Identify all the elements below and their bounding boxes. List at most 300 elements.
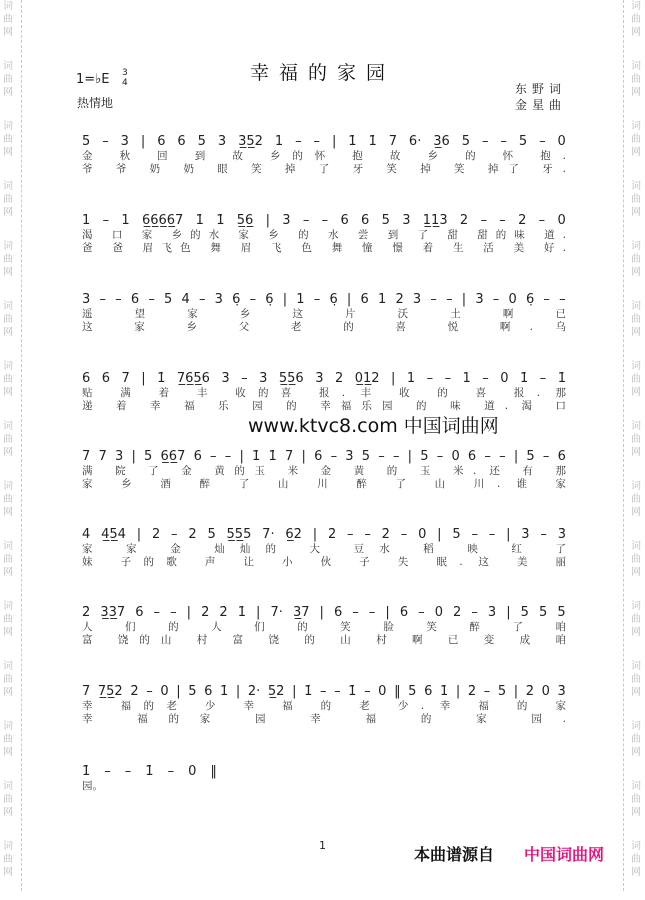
side-watermark-char: 词 (3, 301, 13, 312)
note: 1 (377, 292, 387, 307)
side-watermark-char: 曲 (3, 794, 13, 805)
note: 7 (285, 449, 294, 464)
side-watermark-char: 曲 (3, 194, 13, 205)
note: 1̇ (237, 605, 246, 620)
note: 3 (214, 292, 223, 307)
barline: | (319, 605, 324, 620)
note: 2̇· (247, 684, 261, 699)
side-watermark-char: 曲 (631, 734, 641, 745)
dashed-border-left (21, 0, 22, 891)
note: 0 (160, 684, 169, 699)
notes-row (82, 213, 566, 229)
note: 1̇ (520, 371, 529, 386)
note: 2̇ (82, 605, 91, 620)
lyrics-line-2: 富 饶的山 村 富 饶 的 山 村 啊 已 变 成 咱 (82, 634, 566, 646)
note: 7 (121, 371, 130, 386)
note: 6 (157, 134, 166, 149)
side-watermark-char: 网 (631, 147, 641, 158)
side-watermark-char: 词 (631, 481, 641, 492)
side-watermark-group (3, 60, 13, 99)
note: 6̲6̲7 (160, 449, 186, 464)
score-system (82, 764, 566, 793)
lyrics-line-1: 人 们 的 人 们 的 笑 脸 笑 醉 了 咱 (82, 621, 566, 633)
side-watermark-char: 网 (631, 567, 641, 578)
note: 3̲3̲7 (100, 605, 126, 620)
side-watermark-char: 曲 (3, 254, 13, 265)
side-watermark-group (3, 780, 13, 819)
side-watermark-char: 词 (631, 241, 641, 252)
side-watermark-group (3, 720, 13, 759)
note: 4̲5̲4 (101, 527, 126, 542)
note: 0 (541, 684, 550, 699)
side-watermark-group (631, 720, 641, 759)
note: 5 (188, 684, 197, 699)
note: 5 (539, 605, 548, 620)
note: 5 (452, 527, 461, 542)
note: – (364, 684, 371, 699)
note: – (499, 449, 506, 464)
side-watermark-group (3, 360, 13, 399)
barline: ‖ (210, 764, 217, 779)
barline: | (235, 684, 241, 699)
side-watermark-char: 词 (3, 181, 13, 192)
note: 1 (121, 213, 130, 228)
note: – (102, 134, 109, 149)
note: – (102, 213, 110, 228)
side-watermark-char: 网 (631, 627, 641, 638)
notes-row (82, 605, 566, 621)
note: 2 (151, 527, 161, 542)
barline: | (176, 684, 181, 699)
note: 3 (217, 134, 227, 149)
side-watermark-char: 词 (631, 421, 641, 432)
barline: | (331, 134, 337, 149)
source-site-link[interactable]: 中国词曲网 (524, 845, 605, 864)
side-watermark-char: 词 (3, 241, 13, 252)
note: – (319, 684, 327, 699)
lyrics-line-1: 幸 福的老 少 幸 福 的 老 少. 幸 福 的 家 (82, 700, 566, 712)
note: 2̇ (201, 605, 210, 620)
note: 0 (434, 605, 443, 620)
side-watermark-char: 词 (3, 541, 13, 552)
note: – (430, 292, 437, 307)
note: – (249, 292, 257, 307)
note: 1̇ (348, 684, 357, 699)
note: 2 (395, 292, 404, 307)
note: 5̲5̲5 (226, 527, 252, 542)
barline: | (312, 527, 318, 542)
note: 6 (204, 684, 213, 699)
note: 0 (508, 292, 517, 307)
composer-credit: 金星曲 (515, 98, 567, 112)
barline: | (141, 371, 146, 386)
note: – (488, 527, 496, 542)
note: 2̇ (381, 527, 390, 542)
note: 2̇ (219, 605, 228, 620)
barline: | (513, 449, 519, 464)
note: – (224, 449, 232, 464)
score-system (82, 527, 566, 569)
side-watermark-char: 词 (3, 601, 13, 612)
side-watermark-char: 网 (3, 387, 13, 398)
barline: | (513, 684, 519, 699)
note: 1 (274, 134, 284, 149)
note: – (378, 449, 385, 464)
note: – (540, 527, 547, 542)
note: – (99, 292, 106, 307)
side-watermark-char: 曲 (3, 854, 13, 865)
note: 3 (412, 292, 422, 307)
note: 7· (270, 605, 283, 620)
tempo-marking: 热情地 (77, 96, 114, 110)
note: 1̇ (557, 371, 566, 386)
side-watermark-char: 网 (3, 87, 13, 98)
lyrics-line-2: 妹 子的歌 声 让 小 伙 子 失 眠. 这 美 丽 (82, 556, 566, 568)
lyrics-line-2: 爸 爸 眉飞色 舞 眉 飞 色 舞 憧 憬 着 生 活 美 好. (82, 242, 566, 254)
note: – (481, 134, 489, 149)
note: – (543, 292, 550, 307)
note: 5 (526, 449, 535, 464)
side-watermark-group (631, 240, 641, 279)
side-watermark-char: 曲 (631, 494, 641, 505)
score-system (82, 449, 566, 491)
side-watermark-group (631, 780, 641, 819)
side-watermark-group (3, 600, 13, 639)
note: 5 (361, 449, 371, 464)
side-watermark-group (631, 360, 641, 399)
note: 5 (557, 605, 566, 620)
lyrics-line-1: 满 院 了 金 黄的玉 米 金 黄 的 玉 米. 还 有 那 (82, 465, 566, 477)
note: – (471, 605, 478, 620)
side-watermark-group (3, 420, 13, 459)
note: 6 (360, 292, 369, 307)
note: – (500, 134, 507, 149)
side-watermark-group (631, 420, 641, 459)
side-watermark-char: 网 (631, 807, 641, 818)
note: 6̣ (525, 292, 535, 307)
side-watermark-right (629, 0, 643, 900)
score-system (82, 605, 566, 647)
note: 6 (467, 449, 477, 464)
note: 6 (399, 605, 409, 620)
side-watermark-group (631, 180, 641, 219)
side-watermark-char: 网 (631, 267, 641, 278)
note: 3 (282, 213, 291, 228)
note: – (347, 527, 354, 542)
note: 5 (207, 527, 216, 542)
side-watermark-char: 曲 (3, 554, 13, 565)
note: 6 (333, 605, 343, 620)
note: – (313, 134, 320, 149)
lyricist-credit: 东野词 (515, 82, 567, 96)
dashed-border-right (623, 0, 624, 891)
note: – (124, 764, 132, 779)
lyrics-line-1: 遥 望 家 乡 这 片 沃 土 啊 已 (82, 308, 566, 320)
lyrics-line-2: 家 乡 酒 醉 了 山 川 醉 了 山 川. 谁 家 (82, 478, 566, 490)
side-watermark-char: 词 (631, 121, 641, 132)
note: 1̇ (216, 213, 225, 228)
note: 2 (518, 213, 527, 228)
song-title: 幸福的家园 (249, 62, 395, 84)
note: – (368, 605, 376, 620)
note: – (241, 371, 248, 386)
note: 2̇ (467, 684, 477, 699)
score-system (82, 213, 566, 255)
side-watermark-char: 词 (631, 181, 641, 192)
barline: | (140, 134, 146, 149)
note: 1̲1̲3 (422, 213, 448, 228)
note: 6· (408, 134, 422, 149)
side-watermark-char: 曲 (631, 254, 641, 265)
meter-bottom: 4 (122, 78, 128, 88)
barline: | (390, 371, 396, 386)
barline: | (437, 527, 442, 542)
note: 1̇ (348, 134, 357, 149)
barline: ‖ (394, 684, 401, 699)
note: 5 (381, 213, 390, 228)
note: 3̇ (557, 527, 566, 542)
side-watermark-char: 网 (3, 567, 13, 578)
note: – (499, 213, 506, 228)
side-watermark-char: 网 (3, 627, 13, 638)
side-watermark-char: 网 (631, 447, 641, 458)
side-watermark-char: 曲 (631, 314, 641, 325)
note: 6 (101, 371, 111, 386)
note: 5̲5̲6 (278, 371, 304, 386)
side-watermark-char: 曲 (631, 434, 641, 445)
note: 6 (82, 371, 91, 386)
note: – (446, 292, 453, 307)
note: 0 (451, 449, 460, 464)
barline: | (256, 605, 261, 620)
side-watermark-char: 词 (3, 361, 13, 372)
side-watermark-group (631, 540, 641, 579)
barline: | (506, 527, 511, 542)
side-watermark-char: 曲 (3, 434, 13, 445)
side-watermark-char: 网 (3, 507, 13, 518)
side-watermark-group (3, 120, 13, 159)
note: 4 (181, 292, 190, 307)
note: 5̲6̲ (236, 213, 254, 228)
barline: | (506, 605, 511, 620)
side-watermark-char: 网 (3, 207, 13, 218)
side-watermark-char: 曲 (631, 194, 641, 205)
lyrics-line-1: 家 家 金 灿灿的 大 豆水 稻 映 红 了 (82, 543, 566, 555)
note: 1 (406, 371, 416, 386)
note: 5 (144, 449, 153, 464)
side-watermark-char: 词 (631, 361, 641, 372)
note: 0 (557, 213, 566, 228)
side-watermark-char: 曲 (631, 854, 641, 865)
side-watermark-char: 词 (3, 1, 13, 12)
note: 3̇ (557, 684, 566, 699)
side-watermark-char: 曲 (631, 674, 641, 685)
side-watermark-char: 网 (631, 747, 641, 758)
note: – (418, 605, 425, 620)
side-watermark-char: 词 (3, 841, 13, 852)
side-watermark-char: 网 (3, 27, 13, 38)
barline: | (407, 449, 413, 464)
note: 3 (114, 449, 124, 464)
center-watermark: www.ktvc8.com 中国词曲网 (248, 415, 499, 437)
note: 6 (557, 449, 566, 464)
note: – (198, 292, 206, 307)
note: – (538, 213, 546, 228)
side-watermark-char: 网 (631, 87, 641, 98)
barline: | (461, 292, 467, 307)
lyrics-line-2: 爷 爷 奶 奶 眼 笑 掉 了 牙 笑 掉 笑 掉了 牙. (82, 163, 566, 175)
note: 6 (135, 605, 144, 620)
note: 2 (453, 605, 462, 620)
side-watermark-char: 曲 (3, 734, 13, 745)
side-watermark-char: 曲 (631, 794, 641, 805)
note: – (444, 371, 452, 386)
side-watermark-char: 网 (3, 807, 13, 818)
note: 0 (500, 371, 509, 386)
note: 3̲5̲2 (238, 134, 263, 149)
note: – (542, 449, 550, 464)
barline: | (346, 292, 352, 307)
side-watermark-char: 曲 (3, 74, 13, 85)
barline: | (455, 684, 461, 699)
note: – (313, 292, 321, 307)
notes-row (82, 371, 566, 387)
note: – (480, 213, 487, 228)
side-watermark-group (631, 840, 641, 879)
barline: | (186, 605, 192, 620)
note: 6 (193, 449, 202, 464)
meter-top: 3 (122, 68, 128, 78)
note: 7̲5̲2̇ (97, 684, 123, 699)
note: – (115, 292, 122, 307)
barline: | (265, 213, 270, 228)
note: 1̇ (82, 764, 91, 779)
side-watermark-char: 网 (631, 27, 641, 38)
note: 1̇ (368, 134, 377, 149)
note: 3 (475, 292, 484, 307)
side-watermark-char: 网 (631, 387, 641, 398)
side-watermark-char: 词 (631, 61, 641, 72)
note: – (171, 527, 178, 542)
lyrics-line-1: 渴 口 家 乡的水 家 乡 的 水 尝 到 了 甜 甜的味 道. (82, 229, 566, 241)
note: 2̇ (525, 684, 535, 699)
note: 6̣ (265, 292, 274, 307)
note: 3 (402, 213, 411, 228)
note: – (153, 605, 161, 620)
note: 5 (197, 134, 206, 149)
note: 0̲1̲2 (354, 371, 380, 386)
note: 7 (82, 684, 91, 699)
note: 3̇ (521, 527, 530, 542)
lyrics-line-1: 园。 (82, 780, 103, 792)
side-watermark-char: 曲 (3, 494, 13, 505)
score-system (82, 371, 566, 413)
note: 0 (188, 764, 197, 779)
note: 7 (98, 449, 107, 464)
note: – (295, 134, 302, 149)
side-watermark-char: 词 (3, 721, 13, 732)
note: – (539, 134, 546, 149)
side-watermark-char: 网 (3, 747, 13, 758)
barline: | (385, 605, 390, 620)
lyrics-line-2: 这 家 乡 父 老 的 喜 悦 啊. 乌 (82, 321, 566, 333)
barline: | (282, 292, 288, 307)
note: – (482, 371, 489, 386)
side-watermark-char: 词 (631, 661, 641, 672)
side-watermark-char: 网 (631, 327, 641, 338)
note: 3 (120, 134, 129, 149)
note: 3 (82, 292, 91, 307)
side-watermark-char: 网 (3, 147, 13, 158)
side-watermark-char: 词 (3, 421, 13, 432)
note: 1 (82, 213, 91, 228)
note: – (210, 449, 217, 464)
note: 5 (461, 134, 471, 149)
note: 6̲6̲6̲6̲7 (141, 213, 184, 228)
note: 1̇ (220, 684, 229, 699)
note: 3̲7 (292, 605, 310, 620)
note: 2 (188, 527, 197, 542)
side-watermark-group (3, 660, 13, 699)
side-watermark-char: 网 (3, 447, 13, 458)
side-watermark-char: 词 (631, 601, 641, 612)
note: – (364, 527, 371, 542)
side-watermark-group (3, 840, 13, 879)
note: – (483, 684, 491, 699)
side-watermark-char: 网 (3, 687, 13, 698)
side-watermark-char: 网 (631, 507, 641, 518)
note: 5 (82, 134, 91, 149)
side-watermark-char: 曲 (631, 374, 641, 385)
note: 5 (497, 684, 507, 699)
note: 7̲6̲5̲6 (176, 371, 210, 386)
side-watermark-char: 曲 (3, 674, 13, 685)
source-label: 本曲谱源自 (414, 845, 495, 864)
barline: | (131, 449, 136, 464)
note: 1̇ (157, 371, 166, 386)
side-watermark-char: 词 (3, 781, 13, 792)
side-watermark-group (631, 660, 641, 699)
note: 3 (259, 371, 268, 386)
side-watermark-char: 词 (631, 841, 641, 852)
barline: | (292, 684, 297, 699)
side-watermark-group (631, 60, 641, 99)
score-system (82, 134, 566, 176)
note: – (426, 371, 434, 386)
side-watermark-char: 词 (3, 481, 13, 492)
note: – (330, 449, 338, 464)
notes-row (82, 527, 566, 543)
note: 5 (520, 605, 529, 620)
notes-row (82, 764, 566, 780)
side-watermark-char: 词 (631, 781, 641, 792)
note: 1̇ (439, 684, 449, 699)
note: 0 (557, 134, 566, 149)
side-watermark-group (631, 480, 641, 519)
note: 2̇ (327, 527, 337, 542)
side-watermark-group (3, 180, 13, 219)
side-watermark-char: 网 (631, 207, 641, 218)
note: 6 (424, 684, 433, 699)
note: – (492, 292, 500, 307)
side-watermark-char: 词 (631, 721, 641, 732)
note: 7 (82, 449, 91, 464)
note: – (400, 527, 408, 542)
note: – (484, 449, 491, 464)
lyrics-line-1: 金 秋 回 到 故 乡的怀 抱 故 乡 的 怀 抱. (82, 150, 566, 162)
side-watermark-group (3, 240, 13, 279)
notes-row (82, 134, 566, 150)
